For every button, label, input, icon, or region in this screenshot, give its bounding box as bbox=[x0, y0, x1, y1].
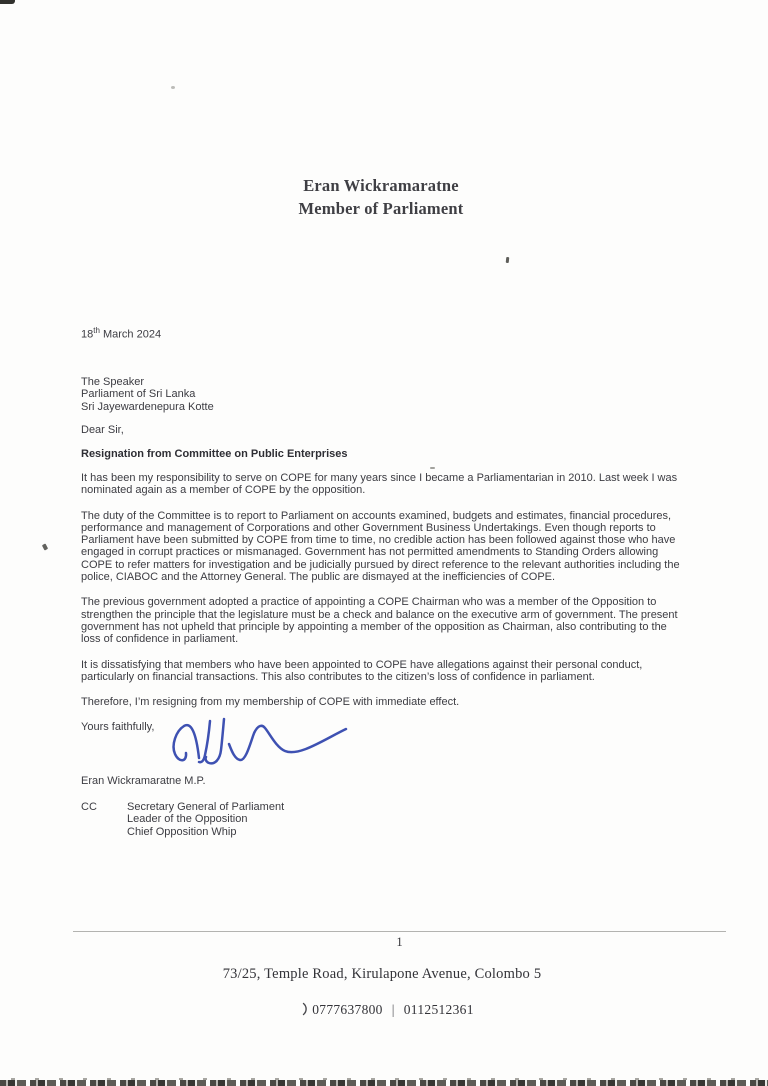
letterhead-name: Eran Wickramaratne bbox=[303, 176, 459, 195]
cc-label: CC bbox=[81, 801, 97, 814]
body-paragraph: Therefore, I’m resigning from my membership of COPE with immediate effect. bbox=[81, 696, 460, 709]
valediction-row bbox=[81, 721, 685, 733]
body-paragraph: It is dissatisfying that members who have been appointed to COPE have allegations against their personal conduct, particularly on financial transactions. This also contributes to the citizen’s loss of confidence in parliament. bbox=[81, 658, 643, 683]
footer-phone-line bbox=[4, 1002, 768, 1018]
scan-corner-mark bbox=[0, 0, 15, 4]
cc-recipient: Chief Opposition Whip bbox=[127, 825, 237, 838]
recipient-line: The Speaker bbox=[81, 376, 144, 388]
scan-speck bbox=[171, 86, 175, 89]
recipient-line: Parliament of Sri Lanka bbox=[81, 388, 196, 401]
recipient-line: Sri Jayewardenepura Kotte bbox=[81, 400, 214, 413]
body-paragraph: The duty of the Committee is to report to Parliament on accounts examined, budgets and estimates, financial procedures, performance and management of Corporations and other Government Business Undertakings. Even though reports to Parliament have been submitted by COPE from time to time, no credible action has been followed against those who have engaged in corrupt practices or mismanaged. Government has not permitted amendments to Standing Orders allowing COPE to refer matters for investigation and be judicially pursued by direct reference to the relevant authorities including the police, CIABOC and the Attorney General. The public are dismayed at the inefficiencies of COPE. bbox=[81, 509, 680, 584]
date-day: 18 bbox=[81, 328, 94, 341]
signature-stroke bbox=[199, 721, 210, 762]
footer-divider bbox=[73, 931, 726, 932]
phone-icon bbox=[302, 1002, 309, 1016]
signatory-name: Eran Wickramaratne M.P. bbox=[81, 774, 206, 787]
scan-speck bbox=[42, 543, 48, 550]
cc-recipient: Secretary General of Parliament bbox=[127, 801, 285, 814]
page-number: 1 bbox=[396, 935, 403, 949]
phone-separator: | bbox=[391, 1002, 395, 1017]
body-paragraph: It has been my responsibility to serve on COPE for many years since I became a Parliamentarian in 2010. Last week I was nominated again as a member of COPE by the opposition. bbox=[81, 472, 678, 497]
letter-body bbox=[81, 472, 685, 838]
phone-number-2: 0112512361 bbox=[403, 1002, 474, 1017]
valediction: Yours faithfully, bbox=[81, 721, 155, 734]
footer-address: 73/25, Temple Road, Kirulapone Avenue, Colombo 5 bbox=[222, 966, 542, 982]
letterhead-title: Member of Parliament bbox=[298, 199, 464, 218]
signature-stroke bbox=[229, 726, 346, 760]
signature-stroke bbox=[174, 726, 199, 761]
scan-speck bbox=[506, 257, 510, 263]
body-paragraph: The previous government adopted a practice of appointing a COPE Chairman who was a member of the Opposition to strengthen the principle that the legislature must be a check and balance on the executive arm of government. The present government has not upheld that principle by appointing a member of the opposition as Chairman, also contributing to the loss of confidence in parliament. bbox=[81, 596, 678, 646]
cc-list bbox=[127, 801, 284, 838]
handwritten-signature bbox=[167, 710, 355, 772]
phone-number-1: 0777637800 bbox=[312, 1002, 383, 1017]
cc-block bbox=[81, 801, 685, 838]
cc-recipient: Leader of the Opposition bbox=[127, 813, 248, 826]
scan-noise-band bbox=[0, 1080, 768, 1086]
scan-speck bbox=[430, 467, 435, 469]
date-line bbox=[81, 326, 161, 341]
date-ordinal: th bbox=[93, 326, 100, 335]
subject-line: Resignation from Committee on Public Enterprises bbox=[81, 448, 348, 460]
recipient-address bbox=[81, 376, 214, 413]
date-month-year: March 2024 bbox=[102, 328, 162, 341]
salutation: Dear Sir, bbox=[81, 424, 124, 436]
letterhead bbox=[0, 174, 765, 220]
